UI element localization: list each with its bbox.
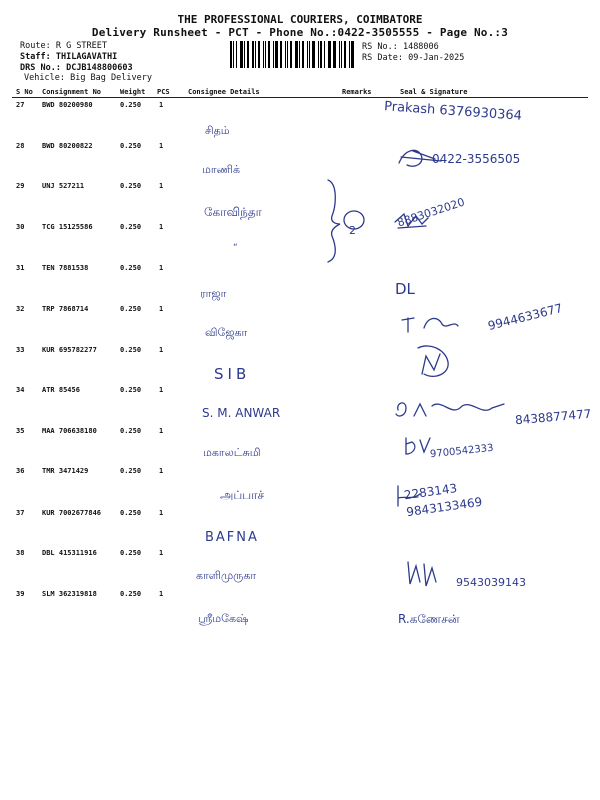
signature-handwriting: 9543039143 <box>456 576 526 589</box>
row-pcs: 1 <box>159 305 164 313</box>
row-sno: 35 <box>16 427 25 435</box>
vehicle-label: Vehicle: <box>24 73 65 83</box>
signature-handwriting: 8438877477 <box>514 406 592 428</box>
barcode-bar <box>333 41 336 68</box>
barcode-bar <box>273 41 274 68</box>
barcode-bar <box>280 41 282 68</box>
barcode-bar <box>295 41 298 68</box>
header-consignee: Consignee Details <box>188 88 260 96</box>
row-pcs: 1 <box>159 101 164 109</box>
circled-number: 2 <box>349 224 356 237</box>
header-remarks: Remarks <box>342 88 372 96</box>
row-weight: 0.250 <box>120 346 142 354</box>
rs-no-field <box>362 42 439 52</box>
row-weight: 0.250 <box>120 509 142 517</box>
signature-handwriting: 0422-3556505 <box>432 152 521 166</box>
row-consignment: TCG 15125586 <box>42 223 93 231</box>
row-pcs: 1 <box>159 223 164 231</box>
row-pcs: 1 <box>159 386 164 394</box>
consignee-handwriting: சிதம் <box>205 124 230 137</box>
row-pcs: 1 <box>159 549 164 557</box>
barcode-bar <box>349 41 350 68</box>
row-sno: 28 <box>16 142 25 150</box>
row-weight: 0.250 <box>120 142 142 150</box>
signature-handwriting: 9700542333 <box>429 442 495 461</box>
consignee-handwriting: S. M. ANWAR <box>202 406 281 420</box>
barcode-bar <box>329 41 331 68</box>
consignee-handwriting: மாணிக் <box>202 163 240 176</box>
row-consignment: TEN 7881538 <box>42 264 89 272</box>
barcode-bar <box>344 41 346 68</box>
barcode-bar <box>328 41 329 68</box>
barcode-bar <box>339 41 340 68</box>
row-sno: 33 <box>16 346 25 354</box>
row-consignment: ATR 85456 <box>42 386 80 394</box>
row-pcs: 1 <box>159 509 164 517</box>
table-row <box>16 509 586 521</box>
row-consignment: TRP 7868714 <box>42 305 89 313</box>
row-weight: 0.250 <box>120 223 142 231</box>
signature-scribble <box>402 558 446 590</box>
barcode-bar <box>255 41 256 68</box>
barcode <box>230 41 356 68</box>
row-sno: 38 <box>16 549 25 557</box>
signature-scribble <box>410 340 456 382</box>
barcode-bar <box>318 41 319 68</box>
row-sno: 32 <box>16 305 25 313</box>
row-sno: 36 <box>16 467 25 475</box>
rs-date-field <box>362 53 464 63</box>
barcode-bar <box>236 41 237 68</box>
barcode-bar <box>230 41 232 68</box>
header-pcs: PCS <box>157 88 170 96</box>
table-row <box>16 427 586 439</box>
barcode-bar <box>299 41 300 68</box>
barcode-bar <box>268 41 270 68</box>
runsheet-title: Delivery Runsheet - PCT - Phone No.:0422-3505555 - Page No.:3 <box>91 26 509 39</box>
table-row <box>16 346 586 358</box>
table-row <box>16 223 586 235</box>
table-header <box>16 86 586 96</box>
barcode-bar <box>258 41 261 68</box>
row-sno: 30 <box>16 223 25 231</box>
barcode-bar <box>312 41 315 68</box>
consignee-handwriting: அப்பாச் <box>220 488 265 502</box>
ditto-mark: “ <box>233 243 238 253</box>
signature-handwriting: 9944633677 <box>486 300 564 334</box>
signature-handwriting: DL <box>395 280 415 298</box>
header-weight: Weight <box>120 88 146 96</box>
barcode-bar <box>287 41 288 68</box>
barcode-bar <box>275 41 278 68</box>
row-consignment: KUR 7002677846 <box>42 509 102 517</box>
barcode-bar <box>244 41 245 68</box>
barcode-bar <box>247 41 249 68</box>
drs-label: DRS No.: <box>20 63 61 73</box>
staff-label: Staff: <box>20 52 51 62</box>
row-weight: 0.250 <box>120 305 142 313</box>
barcode-bar <box>240 41 243 68</box>
row-pcs: 1 <box>159 467 164 475</box>
barcode-bar <box>265 41 266 68</box>
rs-no-value: 1488006 <box>402 42 439 52</box>
row-sno: 39 <box>16 590 25 598</box>
table-row <box>16 264 586 276</box>
row-consignment: SLM 362319818 <box>42 590 97 598</box>
barcode-bar <box>309 41 310 68</box>
vehicle-field <box>24 73 152 83</box>
row-weight: 0.250 <box>120 264 142 272</box>
barcode-bar <box>252 41 254 68</box>
row-pcs: 1 <box>159 182 164 190</box>
row-pcs: 1 <box>159 142 164 150</box>
signature-scribble <box>402 432 434 460</box>
rs-no-label: RS No.: <box>362 42 398 52</box>
row-pcs: 1 <box>159 346 164 354</box>
row-pcs: 1 <box>159 264 164 272</box>
consignee-handwriting: விஜேகா <box>205 326 248 339</box>
rs-date-label: RS Date: <box>362 53 403 63</box>
table-row <box>16 549 586 561</box>
signature-handwriting: Prakash 6376930364 <box>383 99 523 124</box>
signature-handwriting: 2283143 9843133469 <box>403 481 484 520</box>
row-consignment: DBL 415311916 <box>42 549 97 557</box>
row-consignment: UNJ 527211 <box>42 182 85 190</box>
route-label: Route: <box>20 41 51 51</box>
grouping-brace <box>310 176 370 266</box>
drs-field <box>20 63 133 73</box>
consignee-handwriting: மகாலட்சுமி <box>203 446 261 459</box>
barcode-bar <box>324 41 325 68</box>
row-weight: 0.250 <box>120 427 142 435</box>
barcode-bar <box>307 41 308 68</box>
barcode-bar <box>263 41 264 68</box>
row-pcs: 1 <box>159 427 164 435</box>
rs-date-value: 09-Jan-2025 <box>408 53 465 63</box>
table-row <box>16 590 586 602</box>
row-weight: 0.250 <box>120 549 142 557</box>
route-value: R G STREET <box>55 41 108 51</box>
row-weight: 0.250 <box>120 182 142 190</box>
header-divider <box>12 97 588 98</box>
row-weight: 0.250 <box>120 386 142 394</box>
table-row <box>16 467 586 479</box>
consignee-handwriting: ராஜா <box>200 287 227 300</box>
consignee-handwriting: ஸ்ரீமகேஷ் <box>198 612 249 625</box>
barcode-bar <box>285 41 286 68</box>
drs-value: DCJB148800603 <box>66 63 133 73</box>
barcode-bar <box>341 41 342 68</box>
row-sno: 34 <box>16 386 25 394</box>
consignee-handwriting: காளிமுருகா <box>196 569 257 582</box>
row-consignment: BWD 80200822 <box>42 142 93 150</box>
signature-scribble <box>392 396 512 424</box>
company-name: THE PROFESSIONAL COURIERS, COIMBATORE <box>177 13 423 26</box>
vehicle-value: Big Bag Delivery <box>70 73 152 83</box>
consignee-handwriting: BAFNA <box>205 530 259 545</box>
row-weight: 0.250 <box>120 101 142 109</box>
staff-value: THILAGAVATHI <box>55 52 118 62</box>
row-pcs: 1 <box>159 590 164 598</box>
row-sno: 29 <box>16 182 25 190</box>
barcode-bar <box>302 41 304 68</box>
staff-field <box>20 52 117 62</box>
barcode-bar <box>290 41 292 68</box>
header-seal: Seal & Signature <box>400 88 468 96</box>
consignee-handwriting: கோவிந்தா <box>204 205 262 219</box>
row-sno: 27 <box>16 101 25 109</box>
barcode-bar <box>351 41 354 68</box>
row-consignment: TMR 3471429 <box>42 467 89 475</box>
row-consignment: BWD 80200980 <box>42 101 93 109</box>
route-field <box>20 41 107 51</box>
row-sno: 31 <box>16 264 25 272</box>
consignee-handwriting: SIB <box>214 365 251 383</box>
barcode-bar <box>233 41 234 68</box>
table-row <box>16 182 586 194</box>
signature-handwriting: 8883032020 <box>395 195 467 230</box>
row-consignment: KUR 695782277 <box>42 346 97 354</box>
row-weight: 0.250 <box>120 467 142 475</box>
signature-handwriting: R.கணேசன் <box>398 612 460 626</box>
signature-scribble <box>398 310 488 336</box>
header-consignment: Consignment No <box>42 88 102 96</box>
barcode-bar <box>320 41 322 68</box>
row-sno: 37 <box>16 509 25 517</box>
row-weight: 0.250 <box>120 590 142 598</box>
header-sno: S No <box>16 88 33 96</box>
row-consignment: MAA 706638180 <box>42 427 97 435</box>
